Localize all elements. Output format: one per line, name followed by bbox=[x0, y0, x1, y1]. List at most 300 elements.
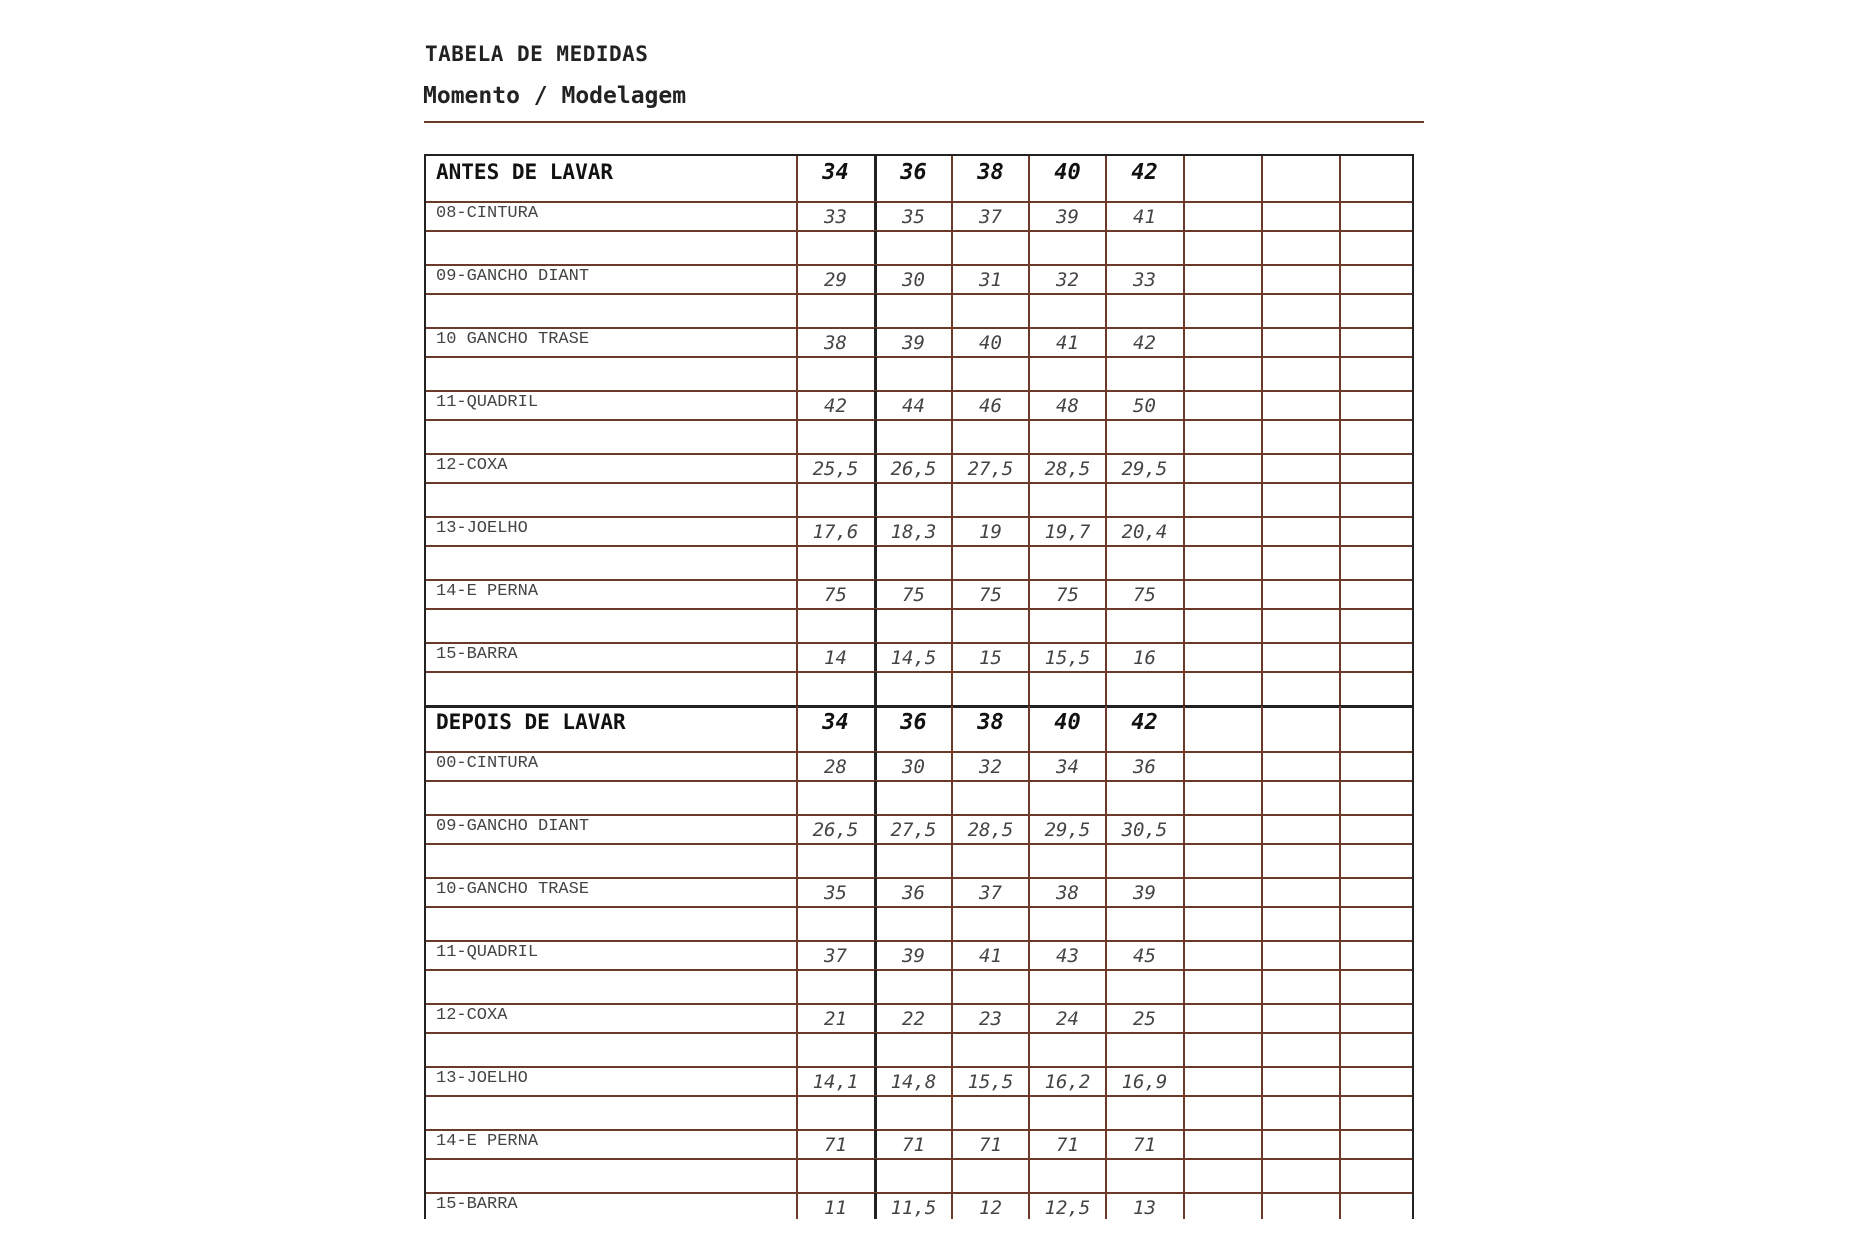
column-divider bbox=[796, 752, 798, 781]
column-divider bbox=[796, 265, 798, 294]
column-divider bbox=[1339, 580, 1341, 609]
measurement-row bbox=[426, 1130, 1412, 1159]
column-divider bbox=[874, 844, 877, 878]
column-divider bbox=[796, 156, 798, 202]
column-divider bbox=[796, 294, 798, 328]
size-header: 36 bbox=[900, 710, 927, 735]
column-divider bbox=[874, 265, 877, 294]
column-divider bbox=[951, 781, 953, 815]
column-divider bbox=[1028, 546, 1030, 580]
measurement-value: 30,5 bbox=[1121, 819, 1168, 841]
measurement-value: 14,5 bbox=[890, 647, 937, 669]
measurement-value: 13 bbox=[1133, 1197, 1156, 1219]
column-divider bbox=[1105, 580, 1107, 609]
column-divider bbox=[1261, 970, 1263, 1004]
column-divider bbox=[1183, 265, 1185, 294]
column-divider bbox=[1028, 1004, 1030, 1033]
column-divider bbox=[1261, 294, 1263, 328]
column-divider bbox=[1105, 941, 1107, 970]
column-divider bbox=[1261, 1096, 1263, 1130]
blank-row bbox=[426, 1033, 1412, 1067]
size-header: 34 bbox=[822, 160, 849, 185]
column-divider bbox=[1183, 907, 1185, 941]
column-divider bbox=[796, 706, 798, 752]
column-divider bbox=[951, 265, 953, 294]
column-divider bbox=[1339, 1096, 1341, 1130]
column-divider bbox=[951, 202, 953, 231]
measurement-value: 43 bbox=[1056, 945, 1079, 967]
column-divider bbox=[951, 391, 953, 420]
column-divider bbox=[1339, 546, 1341, 580]
measurement-value: 30 bbox=[902, 756, 925, 778]
measurement-value: 36 bbox=[902, 882, 925, 904]
measurement-row bbox=[426, 1004, 1412, 1033]
column-divider bbox=[1339, 970, 1341, 1004]
size-header: 40 bbox=[1054, 710, 1081, 735]
column-divider bbox=[796, 1159, 798, 1193]
measurement-value: 35 bbox=[902, 206, 925, 228]
column-divider bbox=[1105, 609, 1107, 643]
measurement-value: 33 bbox=[824, 206, 847, 228]
measurement-value: 37 bbox=[979, 206, 1002, 228]
column-divider bbox=[874, 231, 877, 265]
blank-row bbox=[426, 781, 1412, 815]
measurement-value: 26,5 bbox=[812, 819, 859, 841]
column-divider bbox=[1261, 1067, 1263, 1096]
column-divider bbox=[1339, 483, 1341, 517]
measurement-value: 71 bbox=[979, 1134, 1002, 1156]
measurement-row bbox=[426, 752, 1412, 781]
column-divider bbox=[1261, 231, 1263, 265]
column-divider bbox=[1105, 357, 1107, 391]
measurement-value: 12 bbox=[979, 1197, 1002, 1219]
measurement-value: 11 bbox=[824, 1197, 847, 1219]
measurement-value: 39 bbox=[1056, 206, 1079, 228]
column-divider bbox=[1339, 265, 1341, 294]
column-divider bbox=[1183, 609, 1185, 643]
measurement-value: 50 bbox=[1133, 395, 1156, 417]
column-divider bbox=[1105, 781, 1107, 815]
column-divider bbox=[1028, 1067, 1030, 1096]
column-divider bbox=[796, 815, 798, 844]
column-divider bbox=[874, 420, 877, 454]
blank-row bbox=[426, 672, 1412, 706]
measurement-value: 35 bbox=[824, 882, 847, 904]
measurement-value: 28 bbox=[824, 756, 847, 778]
column-divider bbox=[796, 1193, 798, 1219]
column-divider bbox=[874, 941, 877, 970]
column-divider bbox=[1261, 483, 1263, 517]
measurement-value: 75 bbox=[1056, 584, 1079, 606]
column-divider bbox=[1339, 454, 1341, 483]
column-divider bbox=[1261, 752, 1263, 781]
column-divider bbox=[1183, 1159, 1185, 1193]
measurement-value: 71 bbox=[1133, 1134, 1156, 1156]
column-divider bbox=[1028, 156, 1030, 202]
column-divider bbox=[1339, 609, 1341, 643]
size-header: 42 bbox=[1131, 160, 1158, 185]
column-divider bbox=[1028, 1159, 1030, 1193]
column-divider bbox=[796, 1004, 798, 1033]
column-divider bbox=[1028, 643, 1030, 672]
column-divider bbox=[951, 1033, 953, 1067]
blank-row bbox=[426, 546, 1412, 580]
column-divider bbox=[796, 328, 798, 357]
measurement-value: 75 bbox=[1133, 584, 1156, 606]
column-divider bbox=[1183, 156, 1185, 202]
column-divider bbox=[1183, 844, 1185, 878]
size-header: 34 bbox=[822, 710, 849, 735]
column-divider bbox=[1028, 357, 1030, 391]
size-header: 38 bbox=[977, 710, 1004, 735]
blank-row bbox=[426, 907, 1412, 941]
column-divider bbox=[1339, 878, 1341, 907]
column-divider bbox=[874, 357, 877, 391]
measurement-row bbox=[426, 941, 1412, 970]
measurement-value: 25,5 bbox=[812, 458, 859, 480]
column-divider bbox=[1183, 483, 1185, 517]
measurement-row bbox=[426, 328, 1412, 357]
column-divider bbox=[1183, 970, 1185, 1004]
column-divider bbox=[874, 815, 877, 844]
measurement-value: 38 bbox=[824, 332, 847, 354]
column-divider bbox=[1261, 609, 1263, 643]
column-divider bbox=[1028, 1130, 1030, 1159]
column-divider bbox=[1183, 454, 1185, 483]
measurement-value: 45 bbox=[1133, 945, 1156, 967]
column-divider bbox=[951, 815, 953, 844]
measurement-value: 27,5 bbox=[890, 819, 937, 841]
measurement-value: 71 bbox=[902, 1134, 925, 1156]
column-divider bbox=[796, 517, 798, 546]
measurement-value: 17,6 bbox=[812, 521, 859, 543]
column-divider bbox=[874, 752, 877, 781]
measurement-value: 19,7 bbox=[1044, 521, 1091, 543]
column-divider bbox=[1339, 1193, 1341, 1219]
blank-row bbox=[426, 970, 1412, 1004]
column-divider bbox=[1261, 357, 1263, 391]
column-divider bbox=[951, 941, 953, 970]
column-divider bbox=[951, 844, 953, 878]
blank-row bbox=[426, 420, 1412, 454]
column-divider bbox=[796, 970, 798, 1004]
measurement-value: 12,5 bbox=[1044, 1197, 1091, 1219]
column-divider bbox=[796, 672, 798, 706]
column-divider bbox=[1105, 970, 1107, 1004]
column-divider bbox=[1105, 483, 1107, 517]
column-divider bbox=[1105, 1033, 1107, 1067]
column-divider bbox=[874, 517, 877, 546]
column-divider bbox=[874, 781, 877, 815]
column-divider bbox=[1105, 231, 1107, 265]
page-subtitle: Momento / Modelagem bbox=[423, 83, 687, 109]
column-divider bbox=[951, 546, 953, 580]
column-divider bbox=[874, 454, 877, 483]
column-divider bbox=[1028, 1033, 1030, 1067]
column-divider bbox=[1339, 781, 1341, 815]
column-divider bbox=[1105, 1159, 1107, 1193]
column-divider bbox=[1183, 815, 1185, 844]
column-divider bbox=[796, 454, 798, 483]
column-divider bbox=[951, 1159, 953, 1193]
measurement-value: 41 bbox=[1056, 332, 1079, 354]
measurements-table bbox=[424, 154, 1414, 1219]
measurement-value: 18,3 bbox=[890, 521, 937, 543]
column-divider bbox=[1105, 546, 1107, 580]
measurement-value: 16 bbox=[1133, 647, 1156, 669]
column-divider bbox=[1105, 1096, 1107, 1130]
column-divider bbox=[1339, 907, 1341, 941]
measurement-label: 09-GANCHO DIANT bbox=[436, 817, 590, 836]
measurement-value: 39 bbox=[1133, 882, 1156, 904]
column-divider bbox=[796, 844, 798, 878]
measurement-label: 08-CINTURA bbox=[436, 204, 539, 223]
column-divider bbox=[1028, 328, 1030, 357]
column-divider bbox=[874, 294, 877, 328]
section-header-row bbox=[426, 156, 1412, 202]
column-divider bbox=[1028, 294, 1030, 328]
column-divider bbox=[951, 643, 953, 672]
column-divider bbox=[1105, 878, 1107, 907]
measurement-label: 10 GANCHO TRASE bbox=[436, 330, 590, 349]
column-divider bbox=[1261, 517, 1263, 546]
column-divider bbox=[1339, 1067, 1341, 1096]
column-divider bbox=[1183, 781, 1185, 815]
column-divider bbox=[1261, 815, 1263, 844]
measurement-value: 24 bbox=[1056, 1008, 1079, 1030]
column-divider bbox=[951, 672, 953, 706]
column-divider bbox=[1339, 1004, 1341, 1033]
blank-row bbox=[426, 294, 1412, 328]
measurement-value: 14,1 bbox=[812, 1071, 859, 1093]
measurement-value: 14 bbox=[824, 647, 847, 669]
column-divider bbox=[951, 878, 953, 907]
measurement-value: 29 bbox=[824, 269, 847, 291]
column-divider bbox=[1028, 672, 1030, 706]
column-divider bbox=[951, 156, 953, 202]
column-divider bbox=[1105, 265, 1107, 294]
column-divider bbox=[1183, 1067, 1185, 1096]
column-divider bbox=[796, 546, 798, 580]
column-divider bbox=[874, 483, 877, 517]
column-divider bbox=[874, 706, 877, 752]
column-divider bbox=[1339, 517, 1341, 546]
column-divider bbox=[1339, 1033, 1341, 1067]
measurement-value: 30 bbox=[902, 269, 925, 291]
column-divider bbox=[1261, 546, 1263, 580]
title-rule bbox=[424, 121, 1424, 123]
column-divider bbox=[1183, 517, 1185, 546]
measurement-value: 28,5 bbox=[967, 819, 1014, 841]
measurement-value: 37 bbox=[824, 945, 847, 967]
column-divider bbox=[951, 752, 953, 781]
column-divider bbox=[874, 1193, 877, 1219]
column-divider bbox=[1028, 878, 1030, 907]
column-divider bbox=[1028, 752, 1030, 781]
column-divider bbox=[874, 1067, 877, 1096]
column-divider bbox=[1339, 844, 1341, 878]
column-divider bbox=[1339, 643, 1341, 672]
column-divider bbox=[874, 202, 877, 231]
measurement-label: 14-E PERNA bbox=[436, 1132, 539, 1151]
column-divider bbox=[796, 1067, 798, 1096]
measurement-value: 29,5 bbox=[1044, 819, 1091, 841]
column-divider bbox=[1183, 294, 1185, 328]
column-divider bbox=[951, 1067, 953, 1096]
column-divider bbox=[1261, 878, 1263, 907]
column-divider bbox=[1183, 878, 1185, 907]
column-divider bbox=[1028, 815, 1030, 844]
column-divider bbox=[1261, 706, 1263, 752]
column-divider bbox=[1105, 328, 1107, 357]
column-divider bbox=[951, 1096, 953, 1130]
column-divider bbox=[1105, 202, 1107, 231]
column-divider bbox=[1183, 672, 1185, 706]
measurement-label: 13-JOELHO bbox=[436, 519, 528, 538]
column-divider bbox=[951, 294, 953, 328]
column-divider bbox=[1028, 420, 1030, 454]
measurement-row bbox=[426, 643, 1412, 672]
blank-row bbox=[426, 231, 1412, 265]
column-divider bbox=[1105, 643, 1107, 672]
column-divider bbox=[1028, 844, 1030, 878]
measurement-value: 36 bbox=[1133, 756, 1156, 778]
measurement-value: 44 bbox=[902, 395, 925, 417]
measurement-value: 71 bbox=[1056, 1134, 1079, 1156]
column-divider bbox=[796, 1033, 798, 1067]
column-divider bbox=[1339, 202, 1341, 231]
column-divider bbox=[1183, 1130, 1185, 1159]
column-divider bbox=[796, 1096, 798, 1130]
size-header: 42 bbox=[1131, 710, 1158, 735]
column-divider bbox=[951, 1193, 953, 1219]
column-divider bbox=[796, 781, 798, 815]
column-divider bbox=[1261, 907, 1263, 941]
column-divider bbox=[951, 609, 953, 643]
measurement-label: 00-CINTURA bbox=[436, 754, 539, 773]
measurement-label: 15-BARRA bbox=[436, 645, 518, 664]
column-divider bbox=[1261, 1004, 1263, 1033]
measurement-value: 37 bbox=[979, 882, 1002, 904]
column-divider bbox=[874, 580, 877, 609]
column-divider bbox=[1105, 672, 1107, 706]
measurement-value: 75 bbox=[902, 584, 925, 606]
section-title: DEPOIS DE LAVAR bbox=[436, 710, 626, 734]
column-divider bbox=[1261, 941, 1263, 970]
column-divider bbox=[1339, 391, 1341, 420]
column-divider bbox=[951, 454, 953, 483]
column-divider bbox=[796, 202, 798, 231]
column-divider bbox=[874, 1004, 877, 1033]
measurement-value: 42 bbox=[824, 395, 847, 417]
column-divider bbox=[796, 609, 798, 643]
column-divider bbox=[1028, 265, 1030, 294]
column-divider bbox=[1261, 391, 1263, 420]
column-divider bbox=[951, 517, 953, 546]
column-divider bbox=[951, 970, 953, 1004]
column-divider bbox=[796, 231, 798, 265]
column-divider bbox=[1028, 941, 1030, 970]
column-divider bbox=[1028, 970, 1030, 1004]
column-divider bbox=[1261, 454, 1263, 483]
column-divider bbox=[1028, 907, 1030, 941]
column-divider bbox=[1105, 420, 1107, 454]
measurement-row bbox=[426, 202, 1412, 231]
column-divider bbox=[874, 672, 877, 706]
measurement-label: 14-E PERNA bbox=[436, 582, 539, 601]
column-divider bbox=[1183, 357, 1185, 391]
column-divider bbox=[1183, 391, 1185, 420]
column-divider bbox=[1339, 156, 1341, 202]
measurement-row bbox=[426, 815, 1412, 844]
column-divider bbox=[951, 483, 953, 517]
column-divider bbox=[1105, 391, 1107, 420]
column-divider bbox=[874, 643, 877, 672]
column-divider bbox=[1183, 706, 1185, 752]
column-divider bbox=[1028, 454, 1030, 483]
measurement-label: 12-COXA bbox=[436, 456, 508, 475]
column-divider bbox=[1028, 391, 1030, 420]
measurement-value: 75 bbox=[824, 584, 847, 606]
column-divider bbox=[1028, 1193, 1030, 1219]
measurement-value: 71 bbox=[824, 1134, 847, 1156]
measurement-value: 39 bbox=[902, 945, 925, 967]
column-divider bbox=[1028, 231, 1030, 265]
measurement-label: 11-QUADRIL bbox=[436, 393, 539, 412]
column-divider bbox=[1105, 1130, 1107, 1159]
column-divider bbox=[796, 941, 798, 970]
column-divider bbox=[1028, 609, 1030, 643]
measurement-value: 28,5 bbox=[1044, 458, 1091, 480]
measurement-value: 32 bbox=[1056, 269, 1079, 291]
column-divider bbox=[1261, 202, 1263, 231]
column-divider bbox=[1261, 781, 1263, 815]
measurement-row bbox=[426, 265, 1412, 294]
column-divider bbox=[1339, 420, 1341, 454]
column-divider bbox=[1105, 1193, 1107, 1219]
measurement-value: 16,2 bbox=[1044, 1071, 1091, 1093]
column-divider bbox=[1183, 1004, 1185, 1033]
column-divider bbox=[874, 878, 877, 907]
column-divider bbox=[1339, 941, 1341, 970]
column-divider bbox=[1105, 752, 1107, 781]
column-divider bbox=[874, 1130, 877, 1159]
size-header: 38 bbox=[977, 160, 1004, 185]
column-divider bbox=[796, 878, 798, 907]
column-divider bbox=[1339, 1130, 1341, 1159]
column-divider bbox=[951, 580, 953, 609]
column-divider bbox=[874, 391, 877, 420]
column-divider bbox=[1261, 328, 1263, 357]
section-header-row bbox=[426, 706, 1412, 752]
column-divider bbox=[1339, 357, 1341, 391]
column-divider bbox=[874, 1033, 877, 1067]
column-divider bbox=[1261, 156, 1263, 202]
column-divider bbox=[951, 328, 953, 357]
measurement-value: 20,4 bbox=[1121, 521, 1168, 543]
column-divider bbox=[874, 1096, 877, 1130]
column-divider bbox=[1105, 844, 1107, 878]
measurement-value: 46 bbox=[979, 395, 1002, 417]
measurement-value: 23 bbox=[979, 1008, 1002, 1030]
column-divider bbox=[1183, 643, 1185, 672]
measurement-value: 15,5 bbox=[1044, 647, 1091, 669]
measurement-value: 21 bbox=[824, 1008, 847, 1030]
column-divider bbox=[1105, 156, 1107, 202]
column-divider bbox=[796, 391, 798, 420]
measurement-value: 48 bbox=[1056, 395, 1079, 417]
column-divider bbox=[1183, 1096, 1185, 1130]
